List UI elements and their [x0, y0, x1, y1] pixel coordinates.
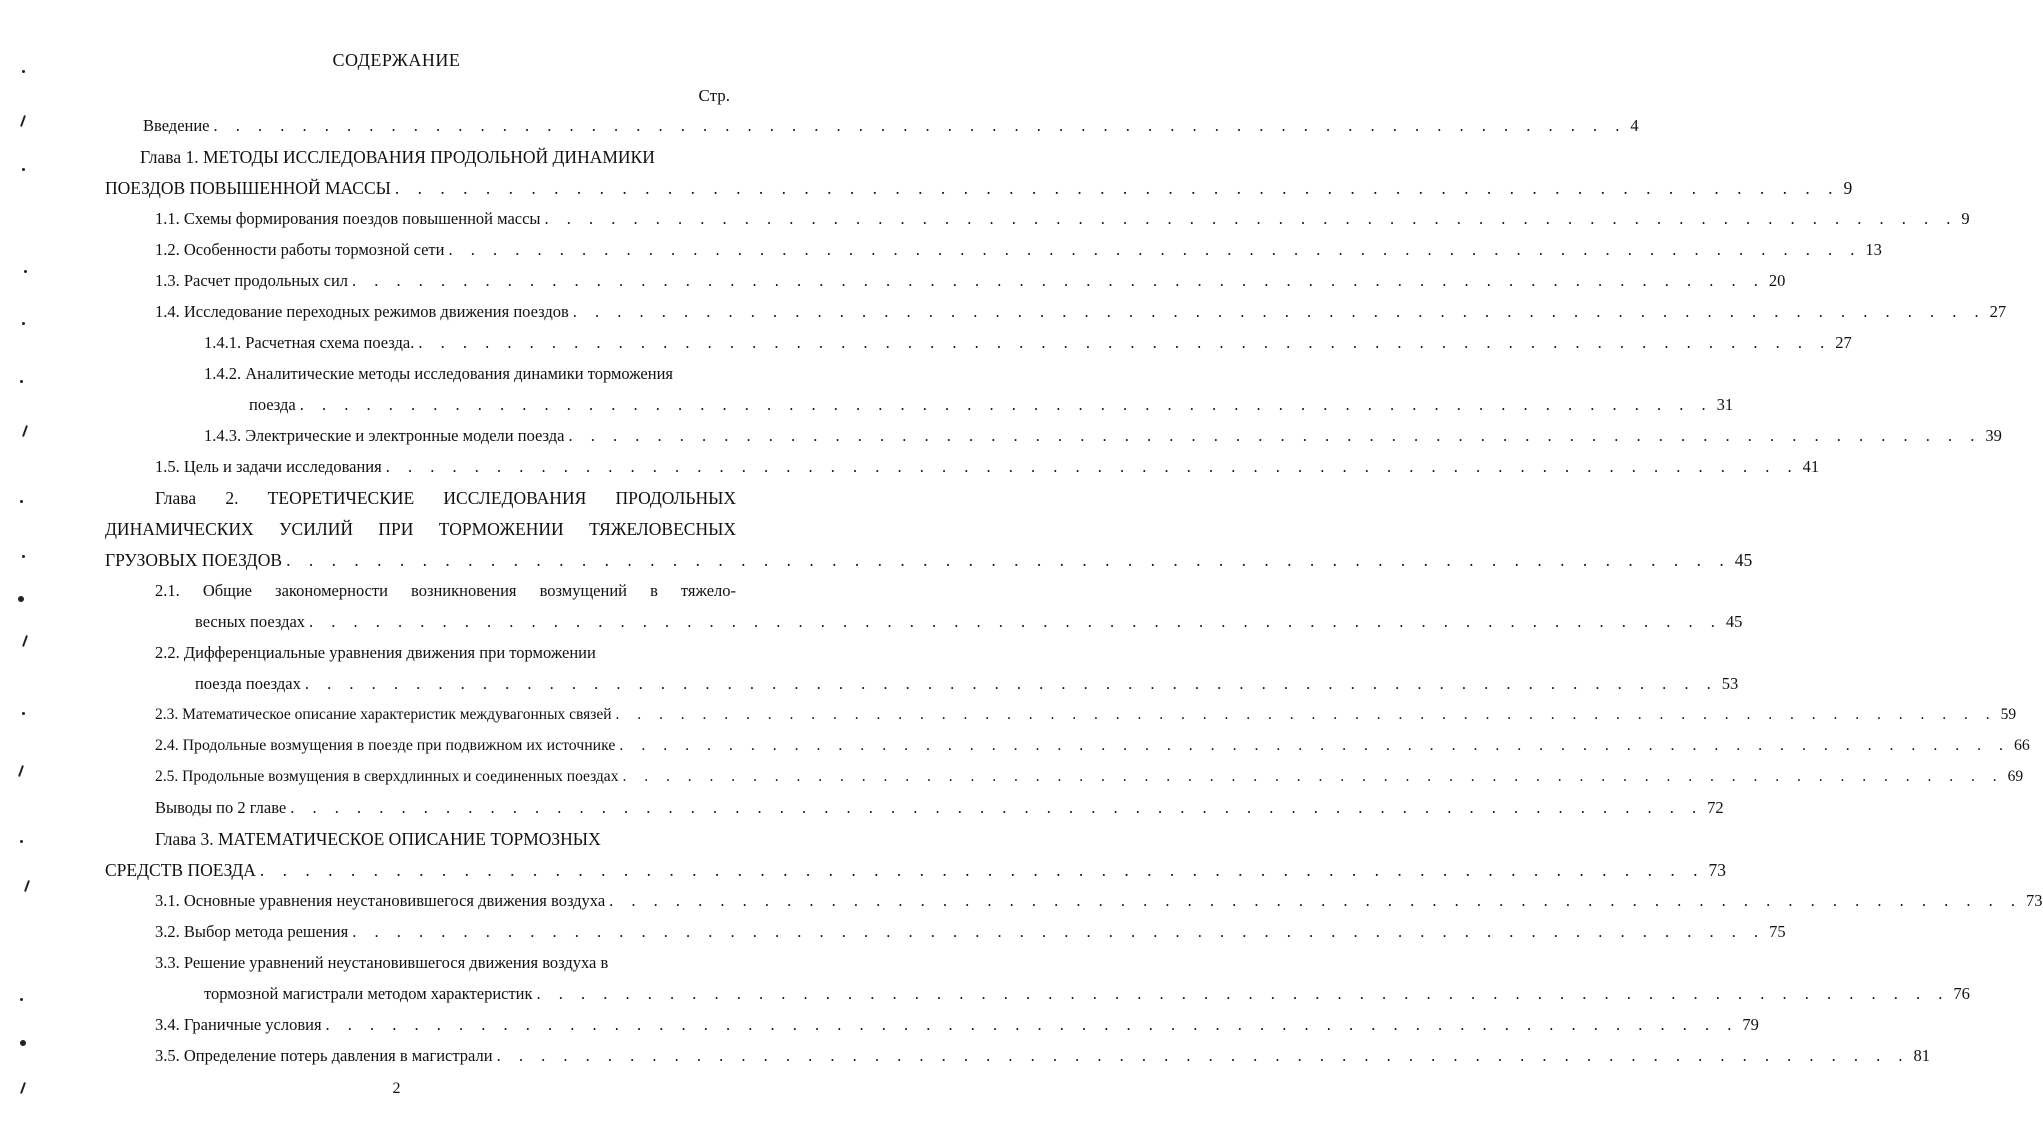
toc-entry: 2.4. Продольные возмущения в поезде при подвижном их источнике . . . . . . . . . . . . . . . . . . . . . . . . . . . . . . . . . . . . . . . . . . . . . . . . . . . . . . . . . . . . . . . . 66	[155, 737, 2030, 754]
scan-speck	[20, 840, 23, 843]
scan-speck	[18, 765, 24, 777]
toc-entry: тормозной магистрали методом характеристик . . . . . . . . . . . . . . . . . . . . . . . . . . . . . . . . . . . . . . . . . . . . . . . . . . . . . . . . . . . . . . . . 76	[204, 984, 1970, 1003]
scan-speck	[24, 880, 30, 892]
toc-entry: 1.2. Особенности работы тормозной сети . . . . . . . . . . . . . . . . . . . . . . . . . . . . . . . . . . . . . . . . . . . . . . . . . . . . . . . . . . . . . . . . 13	[155, 240, 1882, 259]
toc-chapter-heading: Глава 3. МАТЕМАТИЧЕСКОЕ ОПИСАНИЕ ТОРМОЗНЫХ	[155, 829, 601, 849]
toc-entry: 1.4.1. Расчетная схема поезда. . . . . . . . . . . . . . . . . . . . . . . . . . . . . . . . . . . . . . . . . . . . . . . . . . . . . . . . . . . . . . . . . 27	[204, 333, 1852, 352]
toc-entry-multiline: 2.2. Дифференциальные уравнения движения при торможении	[155, 643, 596, 662]
scan-speck	[22, 555, 25, 558]
toc-entry: СРЕДСТВ ПОЕЗДА . . . . . . . . . . . . . . . . . . . . . . . . . . . . . . . . . . . . . . . . . . . . . . . . . . . . . . . . . . . . . . . . 73	[105, 860, 1727, 880]
toc-chapter-heading: ДИНАМИЧЕСКИХ УСИЛИЙ ПРИ ТОРМОЖЕНИИ ТЯЖЕЛОВЕСНЫХ	[105, 519, 736, 539]
toc-entry: ГРУЗОВЫХ ПОЕЗДОВ . . . . . . . . . . . . . . . . . . . . . . . . . . . . . . . . . . . . . . . . . . . . . . . . . . . . . . . . . . . . . . . . 45	[105, 550, 1753, 570]
scan-speck	[22, 322, 25, 325]
page-title: СОДЕРЖАНИЕ	[332, 50, 461, 70]
toc-entry: 3.5. Определение потерь давления в магистрали . . . . . . . . . . . . . . . . . . . . . . . . . . . . . . . . . . . . . . . . . . . . . . . . . . . . . . . . . . . . . . . . 81	[155, 1046, 1930, 1065]
toc-entry: 3.1. Основные уравнения неустановившегося движения воздуха . . . . . . . . . . . . . . . . . . . . . . . . . . . . . . . . . . . . . . . . . . . . . . . . . . . . . . . . . . . . . . . . 73	[155, 891, 2043, 910]
scan-speck	[22, 635, 28, 647]
toc-entry: 1.5. Цель и задачи исследования . . . . . . . . . . . . . . . . . . . . . . . . . . . . . . . . . . . . . . . . . . . . . . . . . . . . . . . . . . . . . . . . 41	[155, 457, 1820, 476]
toc-entry-multiline: 2.1. Общие закономерности возникновения возмущений в тяжело-	[155, 581, 736, 600]
toc-entry: 1.4.3. Электрические и электронные модели поезда . . . . . . . . . . . . . . . . . . . . . . . . . . . . . . . . . . . . . . . . . . . . . . . . . . . . . . . . . . . . . . . . 39	[204, 426, 2002, 445]
toc-chapter-heading: Глава 1. МЕТОДЫ ИССЛЕДОВАНИЯ ПРОДОЛЬНОЙ ДИНАМИКИ	[140, 147, 655, 167]
scan-speck	[22, 712, 25, 715]
toc-entry: Выводы по 2 главе . . . . . . . . . . . . . . . . . . . . . . . . . . . . . . . . . . . . . . . . . . . . . . . . . . . . . . . . . . . . . . . . 72	[155, 798, 1724, 817]
toc-entry: Введение . . . . . . . . . . . . . . . . . . . . . . . . . . . . . . . . . . . . . . . . . . . . . . . . . . . . . . . . . . . . . . . . 4	[143, 116, 1639, 135]
toc-entry: 2.3. Математическое описание характеристик междувагонных связей . . . . . . . . . . . . . . . . . . . . . . . . . . . . . . . . . . . . . . . . . . . . . . . . . . . . . . . . . . . . . . . . 59	[155, 706, 2017, 723]
toc-entry-multiline: 3.3. Решение уравнений неустановившегося движения воздуха в	[155, 953, 609, 972]
scan-speck	[20, 500, 23, 503]
toc-entry: 1.4. Исследование переходных режимов движения поездов . . . . . . . . . . . . . . . . . . . . . . . . . . . . . . . . . . . . . . . . . . . . . . . . . . . . . . . . . . . . . . . . 27	[155, 302, 2007, 321]
scan-speck	[20, 1040, 26, 1046]
scan-speck	[22, 70, 25, 73]
scan-speck	[20, 998, 23, 1001]
toc-entry: ПОЕЗДОВ ПОВЫШЕННОЙ МАССЫ . . . . . . . . . . . . . . . . . . . . . . . . . . . . . . . . . . . . . . . . . . . . . . . . . . . . . . . . . . . . . . . . 9	[105, 178, 1853, 198]
toc-entry: 3.2. Выбор метода решения . . . . . . . . . . . . . . . . . . . . . . . . . . . . . . . . . . . . . . . . . . . . . . . . . . . . . . . . . . . . . . . . 75	[155, 922, 1786, 941]
scan-speck	[18, 596, 24, 602]
scan-speck	[20, 380, 23, 383]
toc-entry: 1.3. Расчет продольных сил . . . . . . . . . . . . . . . . . . . . . . . . . . . . . . . . . . . . . . . . . . . . . . . . . . . . . . . . . . . . . . . . 20	[155, 271, 1786, 290]
scan-speck	[24, 270, 27, 273]
toc-entry-continued: 1.4.2. Аналитические методы исследования динамики торможения	[204, 364, 673, 383]
toc-entry: 1.1. Схемы формирования поездов повышенной массы . . . . . . . . . . . . . . . . . . . . . . . . . . . . . . . . . . . . . . . . . . . . . . . . . . . . . . . . . . . . . . . . 9	[155, 209, 1970, 228]
toc-entry: 3.4. Граничные условия . . . . . . . . . . . . . . . . . . . . . . . . . . . . . . . . . . . . . . . . . . . . . . . . . . . . . . . . . . . . . . . . 79	[155, 1015, 1759, 1034]
scan-speck	[22, 168, 25, 171]
toc-entry: поезда . . . . . . . . . . . . . . . . . . . . . . . . . . . . . . . . . . . . . . . . . . . . . . . . . . . . . . . . . . . . . . . . 31	[249, 395, 1734, 414]
toc-entry: весных поездах . . . . . . . . . . . . . . . . . . . . . . . . . . . . . . . . . . . . . . . . . . . . . . . . . . . . . . . . . . . . . . . . 45	[195, 612, 1743, 631]
toc-entry: поезда поездах . . . . . . . . . . . . . . . . . . . . . . . . . . . . . . . . . . . . . . . . . . . . . . . . . . . . . . . . . . . . . . . . 53	[195, 674, 1739, 693]
scan-speck	[20, 115, 26, 127]
page-number: 2	[392, 1080, 401, 1097]
scan-speck	[22, 425, 28, 437]
page-column-label: Стр.	[698, 86, 730, 105]
toc-chapter-heading: Глава 2. ТЕОРЕТИЧЕСКИЕ ИССЛЕДОВАНИЯ ПРОДОЛЬНЫХ	[155, 488, 736, 508]
toc-entry: 2.5. Продольные возмущения в сверхдлинных и соединенных поездах . . . . . . . . . . . . . . . . . . . . . . . . . . . . . . . . . . . . . . . . . . . . . . . . . . . . . . . . . . . . . . . . 69	[155, 768, 2024, 785]
